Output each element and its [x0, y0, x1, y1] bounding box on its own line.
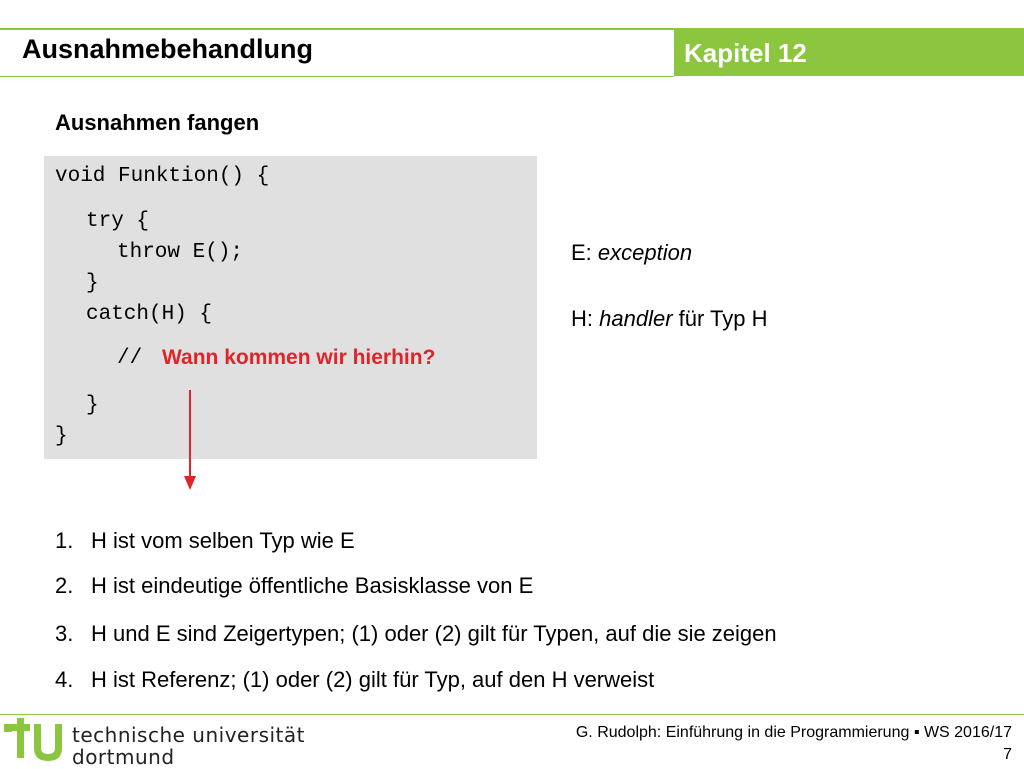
list-item-number: 1.: [55, 528, 74, 553]
code-comment-question: Wann kommen wir hierhin?: [162, 346, 436, 369]
chapter-badge: Kapitel 12: [674, 30, 1024, 76]
code-line-7: }: [86, 394, 99, 417]
code-line-2: try {: [86, 210, 150, 233]
code-comment-marker: //: [117, 347, 143, 370]
slide-title: Ausnahmebehandlung: [22, 34, 314, 64]
legend-handler: [571, 306, 768, 332]
list-item-text: H und E sind Zeigertypen; (1) oder (2) gilt für Typen, auf die sie zeigen: [91, 621, 777, 646]
university-line-1: technische universität: [72, 723, 305, 747]
university-name: [72, 724, 305, 768]
legend-e-text: exception: [597, 240, 693, 265]
footer-credit: [576, 722, 1012, 766]
legend-e-label: E:: [571, 240, 592, 265]
list-item-text: H ist eindeutige öffentliche Basisklasse von E: [91, 573, 534, 598]
code-line-3: throw E();: [117, 241, 244, 264]
code-line-1: void Funktion() {: [55, 165, 270, 188]
page-number: 7: [1003, 746, 1012, 763]
legend-h-label: H:: [571, 306, 593, 331]
title-underline: [0, 76, 674, 77]
code-line-4: }: [86, 272, 99, 295]
down-arrow-icon: [180, 390, 200, 490]
university-line-2: dortmund: [72, 745, 175, 769]
list-item-number: 2.: [55, 573, 74, 598]
legend-exception: [571, 240, 692, 266]
list-item-number: 4.: [55, 667, 74, 692]
legend-h-text: handler: [599, 306, 673, 331]
code-line-5: catch(H) {: [86, 303, 213, 326]
list-item-text: H ist Referenz; (1) oder (2) gilt für Typ, auf den H verweist: [91, 667, 655, 692]
code-line-8: }: [55, 425, 68, 448]
footer-rule: [0, 714, 1024, 715]
section-subtitle: Ausnahmen fangen: [55, 110, 260, 135]
legend-h-suffix: für Typ H: [678, 306, 768, 331]
tu-logo-icon: [4, 716, 68, 766]
list-item-text: H ist vom selben Typ wie E: [91, 528, 355, 553]
footer-credit-text: G. Rudolph: Einführung in die Programmierung ▪ WS 2016/17: [575, 724, 1012, 741]
list-item-number: 3.: [55, 621, 74, 646]
